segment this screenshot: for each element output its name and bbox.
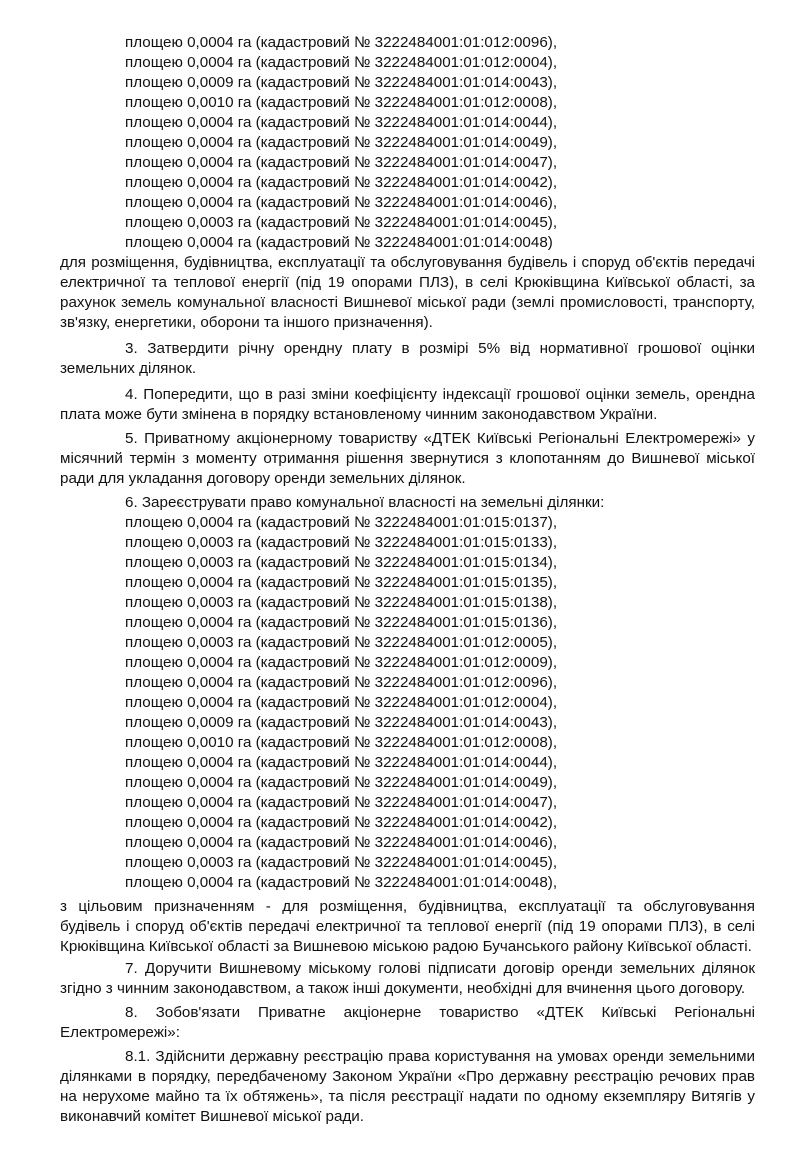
parcel-item: площею 0,0010 га (кадастровий № 3222484001:01:012:0008), (125, 94, 558, 111)
purpose-paragraph: для розміщення, будівництва, експлуатації та обслуговування будівель і споруд об'єктів передачі електричної та теплової енергії (під 19 опорами ПЛЗ), в селі Крюківщина Київської області, за рахунок земель комунальної власності Вишневої міської ради (землі промисловості, транспорту, зв'язку, енергетики, оборони та іншого призначення). (60, 254, 755, 331)
parcel-item: площею 0,0004 га (кадастровий № 3222484001:01:014:0044), (125, 114, 558, 131)
parcel-item: площею 0,0004 га (кадастровий № 3222484001:01:014:0042), (125, 814, 558, 831)
parcel-item: площею 0,0003 га (кадастровий № 3222484001:01:014:0045), (125, 214, 558, 231)
parcel-item: площею 0,0003 га (кадастровий № 3222484001:01:015:0134), (125, 554, 558, 571)
parcel-item: площею 0,0009 га (кадастровий № 3222484001:01:014:0043), (125, 714, 558, 731)
parcel-item: площею 0,0004 га (кадастровий № 3222484001:01:014:0048) (125, 234, 553, 251)
parcel-item: площею 0,0004 га (кадастровий № 3222484001:01:015:0136), (125, 614, 558, 631)
parcel-item: площею 0,0004 га (кадастровий № 3222484001:01:012:0004), (125, 54, 558, 71)
parcel-item: площею 0,0009 га (кадастровий № 3222484001:01:014:0043), (125, 74, 558, 91)
parcel-item: площею 0,0004 га (кадастровий № 3222484001:01:014:0047), (125, 794, 558, 811)
clause-4: 4. Попередити, що в разі зміни коефіцієнту індексації грошової оцінки земель, орендна плата може бути змінена в порядку встановленому чинним законодавством України. (60, 386, 755, 423)
parcel-item: площею 0,0004 га (кадастровий № 3222484001:01:012:0004), (125, 694, 558, 711)
parcel-item: площею 0,0004 га (кадастровий № 3222484001:01:012:0096), (125, 34, 558, 51)
purpose-paragraph-2: з цільовим призначенням - для розміщення, будівництва, експлуатації та обслуговування будівель і споруд об'єктів передачі електричної та теплової енергії (під 19 опорами ПЛЗ), в селі Крюківщина Київської області за Вишневою міською радою Бучанського району Київської області. (60, 898, 755, 955)
parcel-item: площею 0,0003 га (кадастровий № 3222484001:01:015:0133), (125, 534, 558, 551)
parcel-item: площею 0,0004 га (кадастровий № 3222484001:01:014:0049), (125, 774, 558, 791)
parcel-item: площею 0,0003 га (кадастровий № 3222484001:01:014:0045), (125, 854, 558, 871)
clause-6-heading: 6. Зареєструвати право комунальної власності на земельні ділянки: (125, 494, 605, 511)
clause-3: 3. Затвердити річну орендну плату в розмірі 5% від нормативної грошової оцінки земельних ділянок. (60, 340, 755, 377)
parcel-item: площею 0,0004 га (кадастровий № 3222484001:01:015:0135), (125, 574, 558, 591)
parcel-item: площею 0,0003 га (кадастровий № 3222484001:01:012:0005), (125, 634, 558, 651)
parcel-list-a (60, 33, 755, 253)
clause-8: 8. Зобов'язати Приватне акціонерне товариство «ДТЕК Київські Регіональні Електромережі»: (60, 1004, 755, 1041)
parcel-item: площею 0,0004 га (кадастровий № 3222484001:01:015:0137), (125, 514, 558, 531)
parcel-item: площею 0,0004 га (кадастровий № 3222484001:01:014:0049), (125, 134, 558, 151)
parcel-item: площею 0,0004 га (кадастровий № 3222484001:01:014:0044), (125, 754, 558, 771)
clause-7: 7. Доручити Вишневому міському голові підписати договір оренди земельних ділянок згідно з чинним законодавством, а також інші документи, необхідні для вчинення цього договору. (60, 960, 755, 997)
parcel-item: площею 0,0004 га (кадастровий № 3222484001:01:012:0009), (125, 654, 558, 671)
parcel-item: площею 0,0004 га (кадастровий № 3222484001:01:012:0096), (125, 674, 558, 691)
parcel-item: площею 0,0004 га (кадастровий № 3222484001:01:014:0047), (125, 154, 558, 171)
parcel-item: площею 0,0004 га (кадастровий № 3222484001:01:014:0046), (125, 194, 558, 211)
parcel-list-b (60, 513, 755, 893)
parcel-item: площею 0,0010 га (кадастровий № 3222484001:01:012:0008), (125, 734, 558, 751)
parcel-item: площею 0,0004 га (кадастровий № 3222484001:01:014:0042), (125, 174, 558, 191)
parcel-item: площею 0,0003 га (кадастровий № 3222484001:01:015:0138), (125, 594, 558, 611)
clause-8-1: 8.1. Здійснити державну реєстрацію права користування на умовах оренди земельними ділянками в порядку, передбаченому Законом України «Про державну реєстрацію речових прав на нерухоме майно та їх обтяжень», та після реєстрації надати по одному екземпляру Витягів у виконавчий комітет Вишневої міської ради. (60, 1048, 755, 1125)
parcel-item: площею 0,0004 га (кадастровий № 3222484001:01:014:0046), (125, 834, 558, 851)
clause-5: 5. Приватному акціонерному товариству «ДТЕК Київські Регіональні Електромережі» у місячний термін з моменту отримання рішення звернутися з клопотанням до Вишневої міської ради для укладання договору оренди земельних ділянок. (60, 430, 755, 487)
parcel-item: площею 0,0004 га (кадастровий № 3222484001:01:014:0048), (125, 874, 558, 891)
